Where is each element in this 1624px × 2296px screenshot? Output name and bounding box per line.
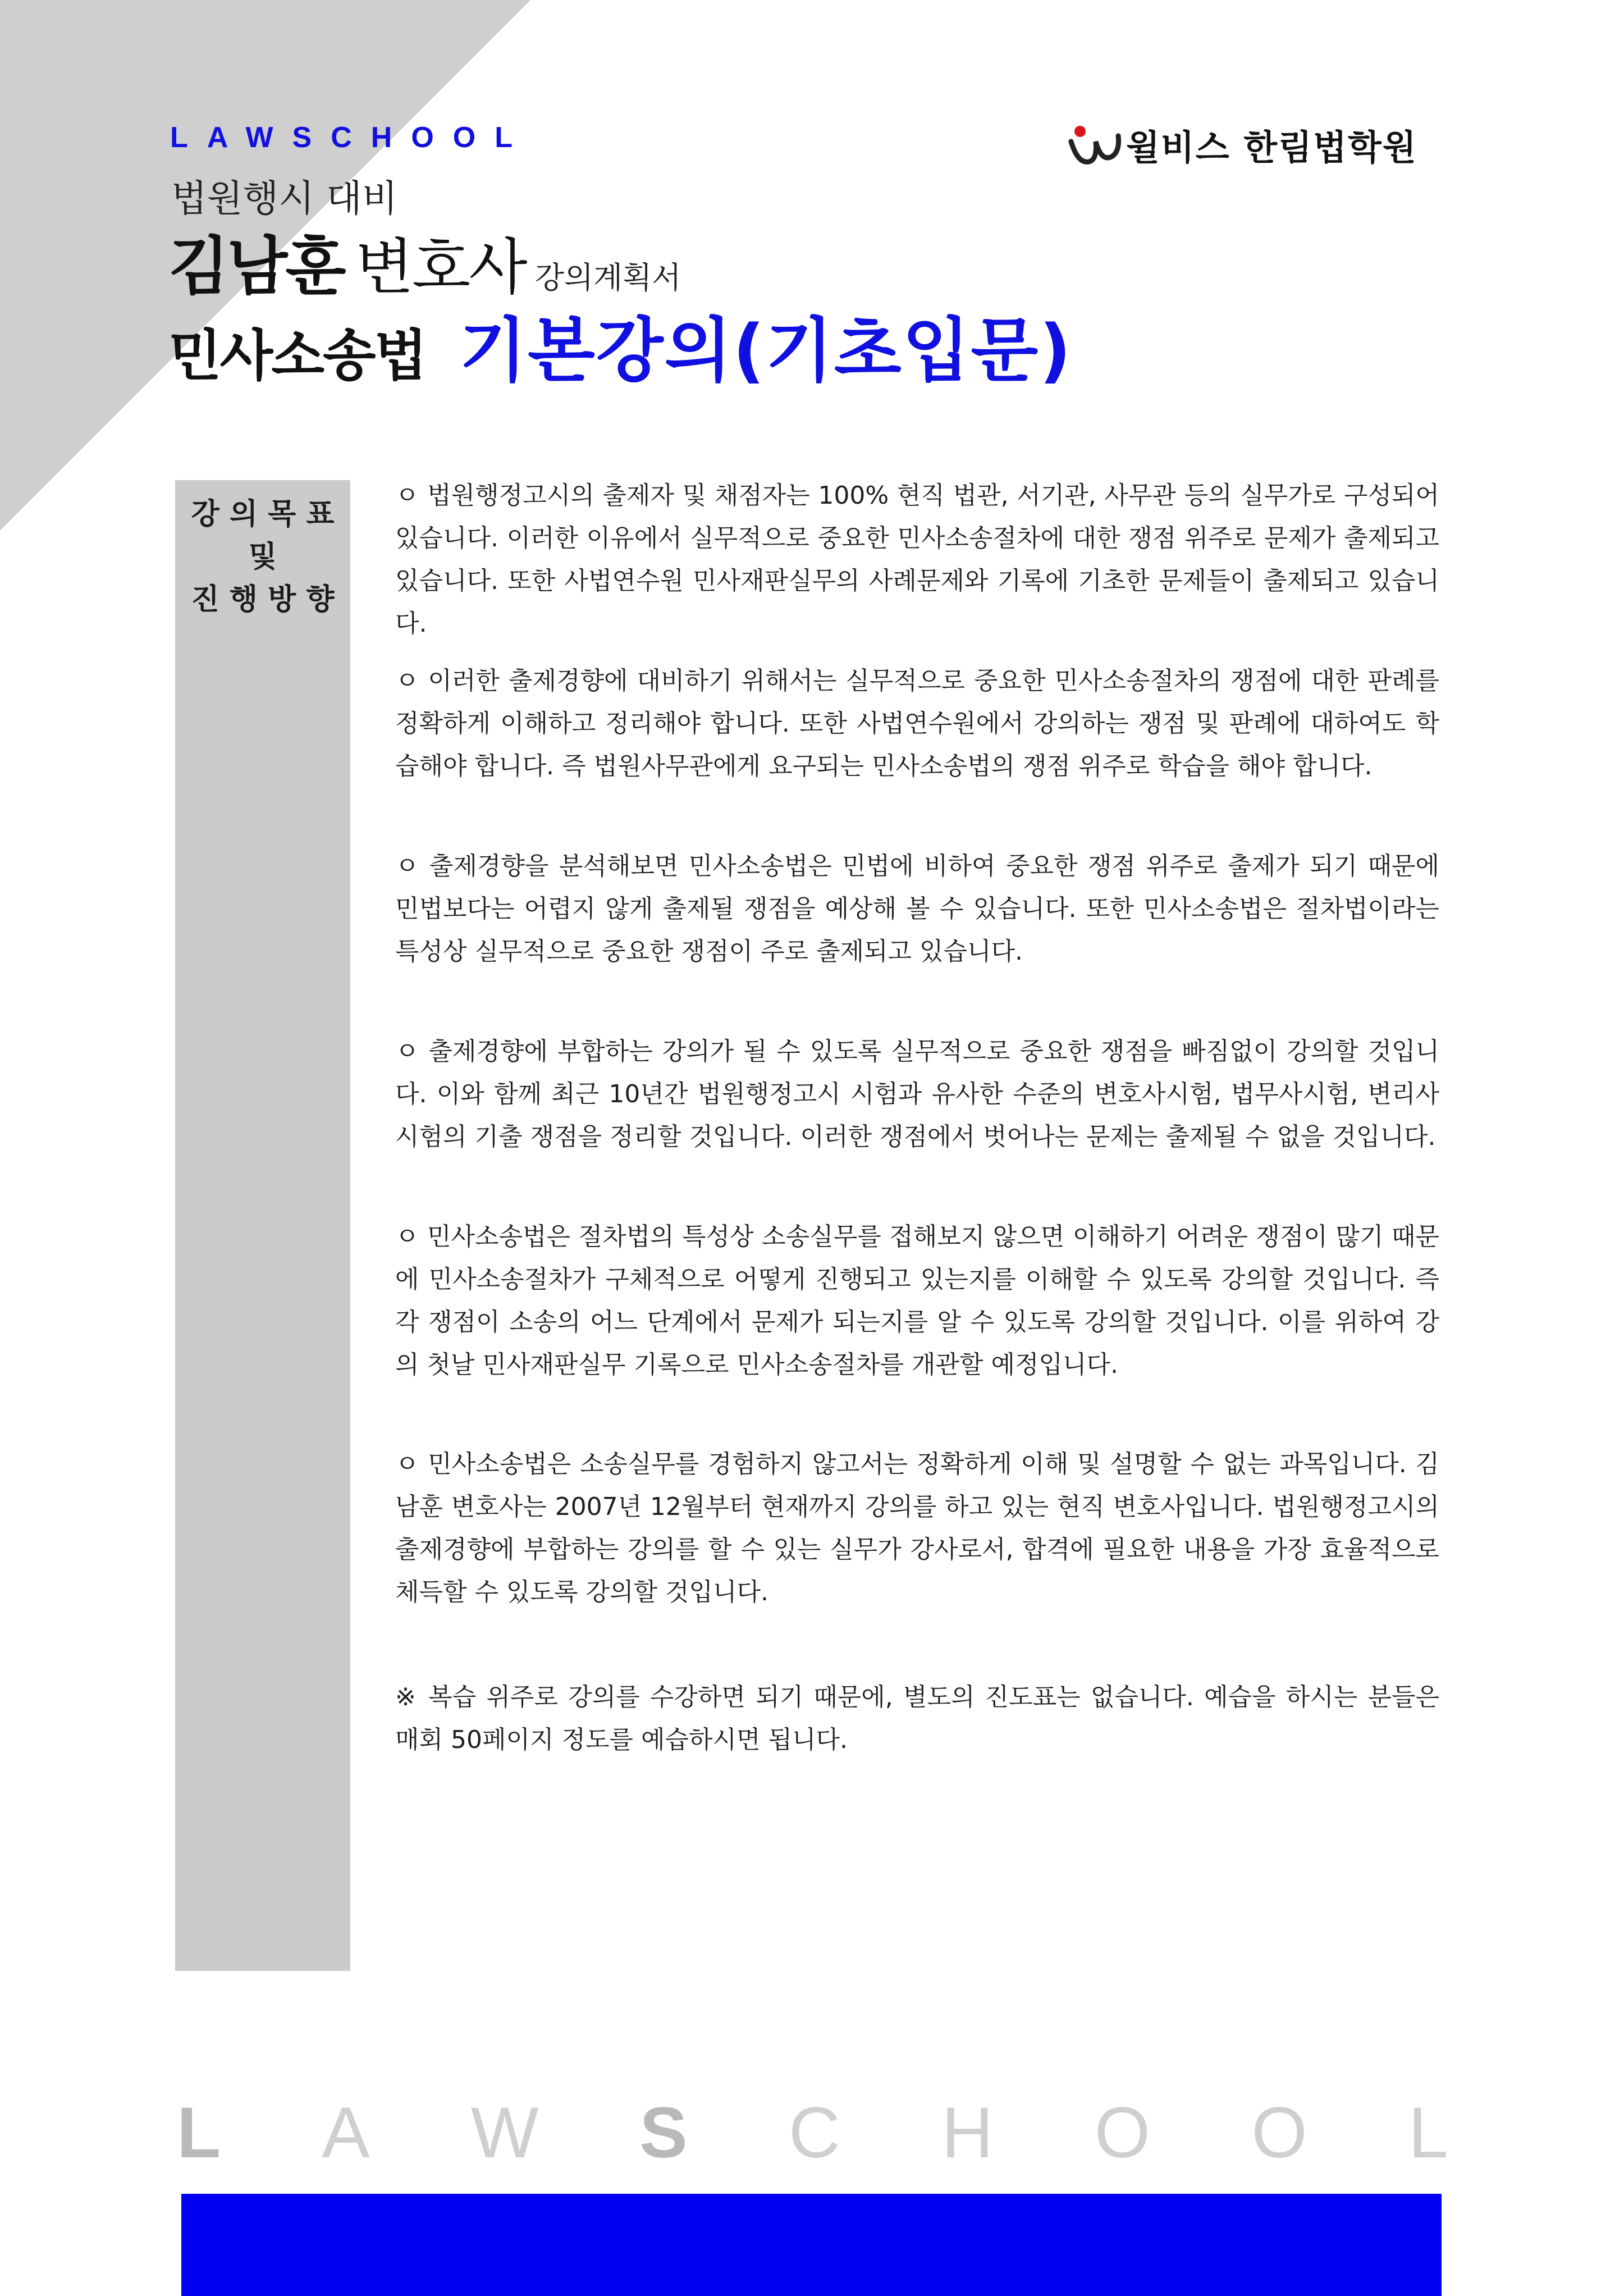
footer-letter: O	[1251, 2093, 1307, 2173]
paragraph-2: ㅇ 이러한 출제경향에 대비하기 위해서는 실무적으로 중요한 민사소송절차의 쟁점에 대한 판례를 정확하게 이해하고 정리해야 합니다. 또한 사법연수원에서 강의하는 쟁점 및 판례에 대하여도 학습해야 합니다. 즉 법원사무관에게 요구되는 민사소송법의 쟁점 위주로 학습을 해야 합니다.	[395, 667, 1439, 780]
logo-text: 윌비스 한림법학원	[1126, 126, 1417, 168]
footer-letter: W	[470, 2093, 539, 2173]
document-type: 강의계획서	[534, 260, 681, 295]
paragraph-5: ㅇ 민사소송법은 절차법의 특성상 소송실무를 접해보지 않으면 이해하기 어려운 쟁점이 많기 때문에 민사소송절차가 구체적으로 어떻게 진행되고 있는지를 이해할 수 있도록 강의할 것입니다. 즉 각 쟁점이 소송의 어느 단계에서 문제가 되는지를 알 수 있도록 강의할 것입니다. 이를 위하여 강의 첫날 민사재판실무 기록으로 민사소송절차를 개관할 예정입니다.	[395, 1222, 1439, 1379]
side-label	[175, 493, 350, 621]
logo-mark-icon	[1067, 119, 1123, 170]
side-panel	[175, 480, 350, 1971]
footer-letter: L	[177, 2093, 221, 2173]
paragraph-3: ㅇ 출제경향을 분석해보면 민사소송법은 민법에 비하여 중요한 쟁점 위주로 출제가 되기 때문에 민법보다는 어렵지 않게 출제될 쟁점을 예상해 볼 수 있습니다. 또한 민사소송법은 절차법이라는 특성상 실무적으로 중요한 쟁점이 주로 출제되고 있습니다.	[395, 852, 1439, 966]
footer-letter: H	[941, 2093, 994, 2173]
paragraph-1: ㅇ 법원행정고시의 출제자 및 채점자는 100% 현직 법관, 서기관, 사무관 등의 실무가로 구성되어 있습니다. 이러한 이유에서 실무적으로 중요한 민사소송절차에 대한 쟁점 위주로 문제가 출제되고 있습니다. 또한 사법연수원 민사재판실무의 사례문제와 기록에 기초한 문제들이 출제되고 있습니다.	[395, 481, 1439, 638]
side-label-line3: 진행방향	[191, 583, 345, 617]
paragraph-6: ㅇ 민사소송법은 소송실무를 경험하지 않고서는 정확하게 이해 및 설명할 수 없는 과목입니다. 김남훈 변호사는 2007년 12월부터 현재까지 강의를 하고 있는 현직 변호사입니다. 법원행정고시의 출제경향에 부합하는 강의를 할 수 있는 실무가 강사로서, 합격에 필요한 내용을 가장 효율적으로 체득할 수 있도록 강의할 것입니다.	[395, 1450, 1439, 1606]
paragraph-4: ㅇ 출제경향에 부합하는 강의가 될 수 있도록 실무적으로 중요한 쟁점을 빠짐없이 강의할 것입니다. 이와 함께 최근 10년간 법원행정고시 시험과 유사한 수준의 변호사시험, 법무사시험, 변리사 시험의 기출 쟁점을 정리할 것입니다. 이러한 쟁점에서 벗어나는 문제는 출제될 수 없을 것입니다.	[395, 1037, 1439, 1151]
footer-letter: S	[639, 2093, 688, 2173]
exam-subtitle: 법원행시 대비	[171, 177, 398, 220]
footer-blue-bar	[181, 2194, 1442, 2296]
note-paragraph: ※ 복습 위주로 강의를 수강하면 되기 때문에, 별도의 진도표는 없습니다. 예습을 하시는 분들은 매회 50페이지 정도를 예습하시면 됩니다.	[395, 1683, 1439, 1754]
academy-logo	[1067, 119, 1417, 170]
lecturer-name: 김남훈	[168, 230, 344, 303]
lecturer-title: 변호사	[355, 232, 526, 303]
side-label-line1: 강의목표	[191, 497, 345, 531]
footer-wordmark	[177, 2093, 1448, 2173]
course-title-line	[168, 295, 1072, 395]
subject-name: 민사소송법	[168, 324, 426, 388]
footer-letter: O	[1094, 2093, 1151, 2173]
brand-wordmark: LAWSCHOOL	[170, 121, 532, 154]
course-name: 기본강의(기초입문)	[459, 311, 1072, 391]
side-label-line2: 및	[248, 540, 287, 574]
footer-letter: C	[788, 2093, 841, 2173]
footer-letter: L	[1408, 2093, 1448, 2173]
lecturer-line	[168, 216, 681, 307]
footer-letter: A	[322, 2093, 370, 2173]
